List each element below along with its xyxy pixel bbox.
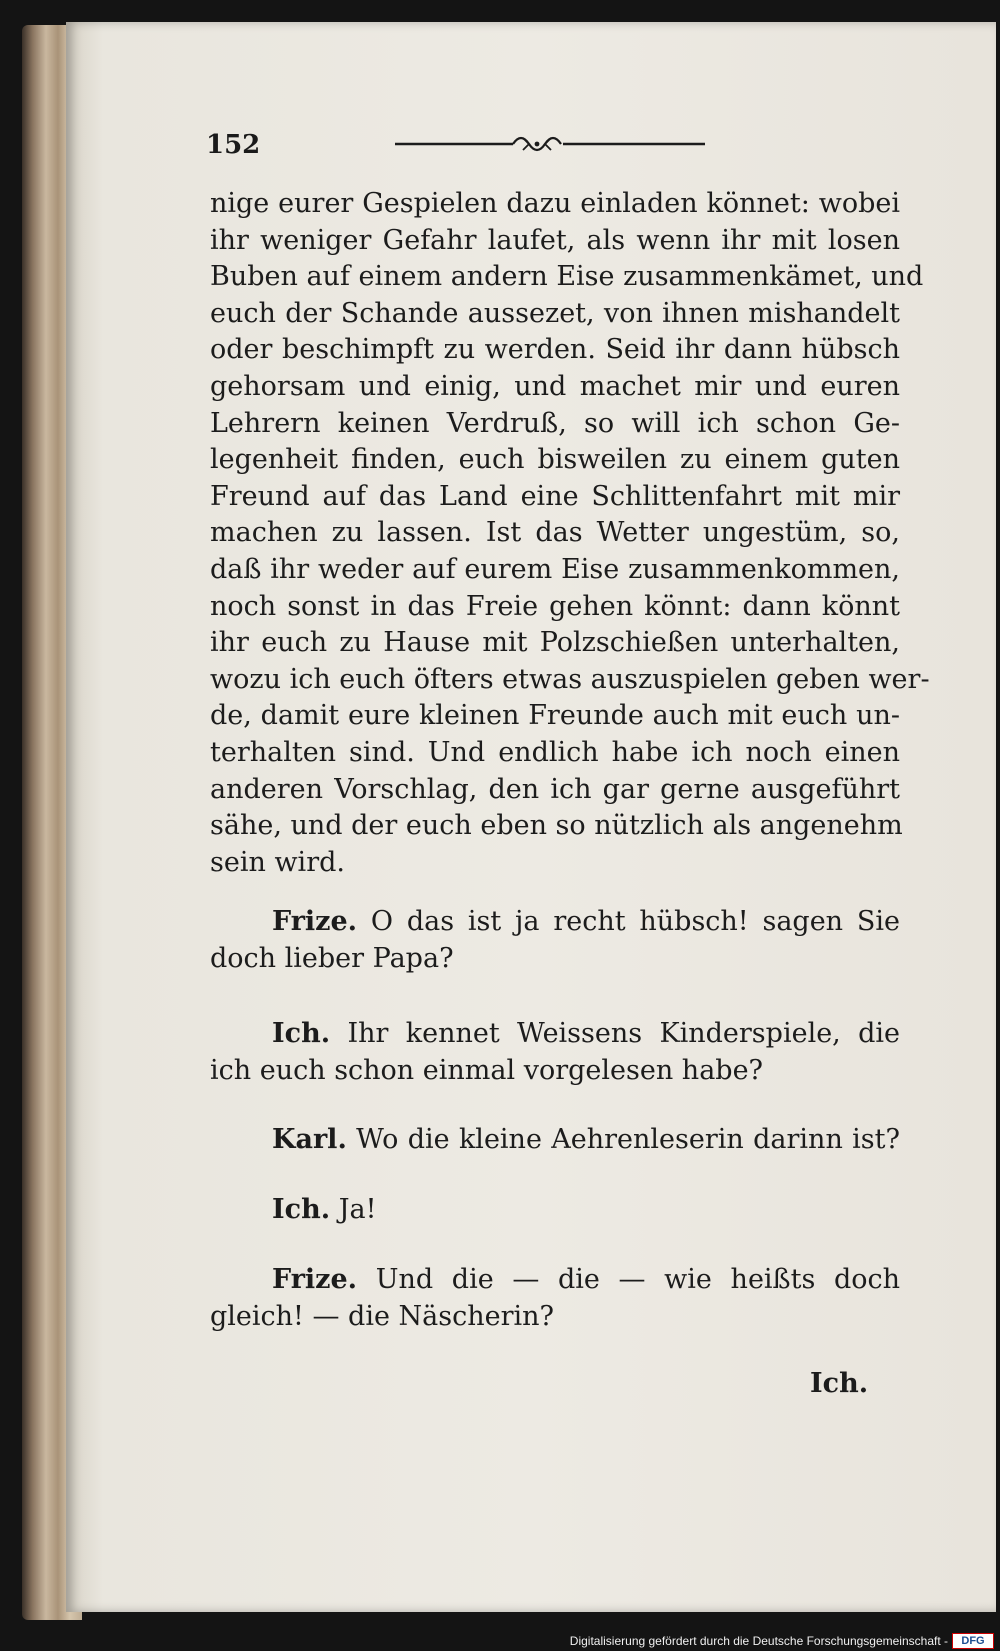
dialogue-karl	[210, 1122, 900, 1159]
page-number: 152	[206, 130, 261, 160]
dialogue-line: ich euch schon einmal vorgelesen habe?	[210, 1054, 764, 1086]
text-line: legenheit finden, euch bisweilen zu einem guten	[210, 444, 900, 476]
speaker-name: Karl.	[272, 1124, 347, 1155]
text-line: wozu ich euch öfters etwas auszuspielen geben wer-	[210, 663, 930, 695]
text-line: Buben auf einem andern Eise zusammenkämet, und	[210, 261, 924, 293]
text-line: sähe, und der euch eben so nützlich als angenehm	[210, 810, 903, 842]
dialogue-line: doch lieber Papa?	[210, 942, 454, 974]
dfg-logo: DFG	[952, 1633, 994, 1649]
text-line: anderen Vorschlag, den ich gar gerne ausgeführt	[210, 773, 900, 805]
header-ornament	[395, 128, 705, 158]
main-paragraph	[210, 186, 930, 881]
text-line: euch der Schande aussezet, von ihnen mishandelt	[210, 297, 900, 329]
text-line: ihr weniger Gefahr laufet, als wenn ihr mit losen	[210, 224, 900, 256]
text-line: nige eurer Gespielen dazu einladen könnet: wobei	[210, 188, 900, 219]
text-line: daß ihr weder auf eurem Eise zusammenkommen,	[210, 553, 900, 585]
dialogue-frize-1	[210, 904, 900, 977]
text-line: terhalten sind. Und endlich habe ich noch einen	[210, 736, 900, 768]
text-line: ihr euch zu Hause mit Polzschießen unterhalten,	[210, 627, 900, 659]
text-line: oder beschimpft zu werden. Seid ihr dann hübsch	[210, 334, 900, 366]
text-line: Freund auf das Land eine Schlittenfahrt mit mir	[210, 480, 900, 512]
speaker-name: Frize.	[272, 1264, 358, 1295]
dialogue-line: gleich! — die Näscherin?	[210, 1300, 555, 1332]
speaker-name: Ich.	[272, 1194, 331, 1225]
speaker-name: Ich.	[272, 1018, 331, 1049]
footer-credit: Digitalisierung gefördert durch die Deutsche Forschungsgemeinschaft -	[569, 1634, 948, 1648]
text-line: Lehrern keinen Verdruß, so will ich schon Ge-	[210, 407, 900, 439]
text-line: de, damit eure kleinen Freunde auch mit euch un-	[210, 700, 900, 732]
dialogue-line: Ich. Ja!	[272, 1194, 377, 1225]
text-line: noch sonst in das Freie gehen könnt: dann könnt	[210, 590, 900, 622]
text-line: gehorsam und einig, und machet mir und euren	[210, 370, 900, 402]
catchword: Ich.	[810, 1368, 869, 1399]
footer-bar	[0, 1629, 1000, 1651]
dialogue-line: Karl. Wo die kleine Aehrenleserin darinn ist?	[272, 1124, 900, 1155]
text-line: machen zu lassen. Ist das Wetter ungestüm, so,	[210, 517, 900, 549]
dialogue-line: Ich. Ihr kennet Weissens Kinderspiele, die	[272, 1018, 900, 1049]
text-line: sein wird.	[210, 846, 345, 878]
dialogue-frize-2	[210, 1262, 900, 1335]
dialogue-ich-2	[210, 1192, 900, 1229]
dialogue-ich-1	[210, 1016, 900, 1089]
dialogue-line: Frize. Und die — die — wie heißts doch	[272, 1264, 900, 1295]
dialogue-line: Frize. O das ist ja recht hübsch! sagen Sie	[272, 906, 900, 937]
speaker-name: Frize.	[272, 906, 358, 937]
